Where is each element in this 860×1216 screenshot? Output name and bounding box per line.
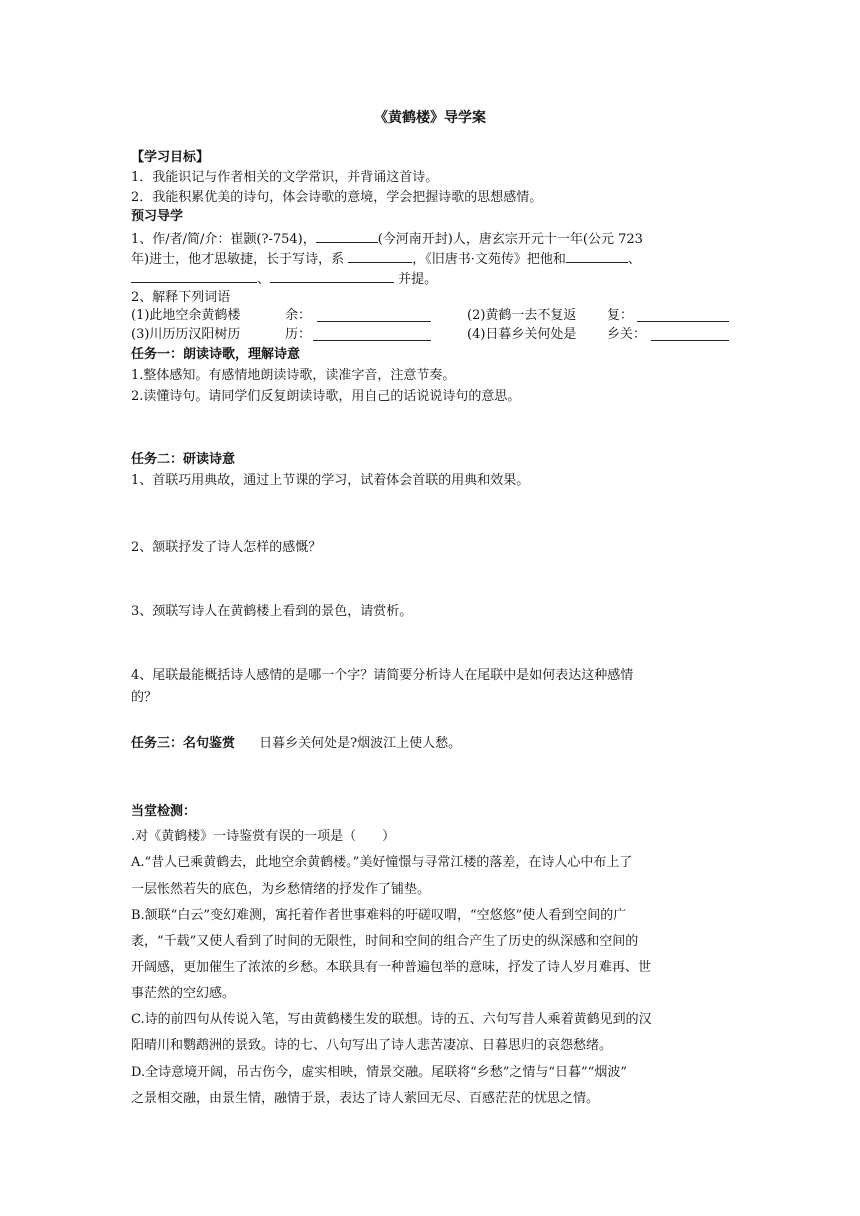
- q1-text: 年)进士，他才思敏捷，长于写诗，系: [131, 252, 345, 267]
- test-option-line: A.“昔人已乘黄鹤去，此地空余黄鹤楼。”美好憧憬与寻常江楼的落差，在诗人心中布上了: [131, 855, 633, 870]
- answer-blank[interactable]: [637, 309, 729, 322]
- task3-quote: 日暮乡关何处是?烟波江上使人愁。: [259, 736, 462, 751]
- answer-blank[interactable]: [270, 270, 394, 283]
- answer-blank[interactable]: [131, 270, 257, 283]
- term-label: 乡关：: [607, 327, 647, 342]
- task3-heading: 任务三：名句鉴赏: [131, 736, 236, 751]
- term-phrase: (2)黄鹤一去不复返: [467, 308, 577, 323]
- preview-q1-line3: [131, 270, 437, 286]
- preview-heading: 预习导学: [131, 209, 184, 224]
- test-question: .对《黄鹤楼》一诗鉴赏有误的一项是（ ）: [131, 829, 396, 844]
- preview-q2-heading: 2、解释下列词语: [131, 290, 231, 305]
- test-option-line: B.颔联“白云”变幻难测，寓托着作者世事难料的吁磋叹喟，“空悠悠”使人看到空间的广: [131, 908, 627, 923]
- term-label: 余：: [285, 308, 312, 323]
- task2-heading: 任务二：研读诗意: [131, 452, 236, 467]
- term-phrase: (1)此地空余黄鹤楼: [131, 308, 241, 323]
- preview-q1-line2: [131, 250, 641, 266]
- answer-blank[interactable]: [566, 250, 628, 263]
- test-option-line: 事茫然的空幻感。: [131, 986, 236, 1001]
- task1-item: 2.读懂诗句。请同学们反复朗读诗歌，用自己的话说说诗句的意思。: [131, 389, 521, 404]
- term-phrase: (4)日暮乡关何处是: [467, 327, 577, 342]
- task2-item: 3、颈联写诗人在黄鹤楼上看到的景色，请赏析。: [131, 604, 413, 619]
- task2-item: 2、颔联抒发了诗人怎样的感慨？: [131, 540, 322, 555]
- answer-blank[interactable]: [316, 230, 378, 243]
- task2-item: 1、首联巧用典故，通过上节课的学习，试着体会首联的用典和效果。: [131, 473, 530, 488]
- test-option-line: 开阔感，更加催生了浓浓的乡愁。本联具有一种普遍包举的意味，抒发了诗人岁月难再、世: [131, 960, 652, 975]
- answer-blank[interactable]: [317, 309, 431, 322]
- page-title: 《黄鹤楼》导学案: [374, 110, 486, 126]
- preview-q1-line1: [131, 230, 643, 246]
- objective-item: 1．我能识记与作者相关的文学常识，并背诵这首诗。: [131, 170, 439, 185]
- test-option-line: 阳晴川和鹦鹉洲的景致。诗的七、八句写出了诗人悲苦凄凉、日暮思归的哀怨愁绪。: [131, 1038, 613, 1053]
- answer-blank[interactable]: [651, 328, 729, 341]
- task2-item: 的？: [131, 690, 158, 705]
- answer-blank[interactable]: [348, 250, 412, 263]
- test-option-line: 之景相交融，由景生情，融情于景，表达了诗人萦回无尽、百感茫茫的忧思之情。: [131, 1091, 600, 1106]
- test-option-line: D.全诗意境开阔，吊古伤今，虚实相映，情景交融。尾联将“乡愁”之情与“日暮”“烟波”: [131, 1065, 627, 1080]
- q1-text: (今河南开封)人，唐玄宗开元十一年(公元 723: [377, 232, 643, 247]
- term-label: 复：: [607, 308, 634, 323]
- q1-text: 1、作/者/简/介：崔颢(?-754)，: [131, 232, 316, 247]
- test-option-line: 一层怅然若失的底色，为乡愁情绪的抒发作了铺垫。: [131, 882, 431, 897]
- q1-text: 、: [257, 272, 271, 287]
- task2-item: 4、尾联最能概括诗人感情的是哪一个字？请简要分析诗人在尾联中是如何表达这种感情: [131, 668, 634, 683]
- answer-blank[interactable]: [313, 328, 431, 341]
- test-heading: 当堂检测：: [131, 804, 197, 819]
- objectives-heading: 【学习目标】: [131, 150, 210, 165]
- task3-row: [131, 737, 461, 750]
- task1-heading: 任务一：朗读诗歌，理解诗意: [131, 347, 301, 362]
- term-phrase: (3)川历历汉阳树历: [131, 327, 241, 342]
- q1-text: 、: [627, 252, 641, 267]
- test-option-line: C.诗的前四句从传说入笔，写由黄鹤楼生发的联想。诗的五、六句写昔人乘着黄鹤见到的汉: [131, 1012, 652, 1027]
- q1-text: ，《旧唐书·文苑传》把他和: [412, 252, 566, 267]
- objective-item: 2．我能积累优美的诗句，体会诗歌的意境，学会把握诗歌的思想感情。: [131, 190, 543, 205]
- test-option-line: 袤，“千载”又使人看到了时间的无限性，时间和空间的组合产生了历史的纵深感和空间的: [131, 934, 639, 949]
- q1-text: 并提。: [398, 272, 438, 287]
- term-label: 历：: [285, 327, 312, 342]
- task1-item: 1.整体感知。有感情地朗读诗歌，读准字音，注意节奏。: [131, 368, 456, 383]
